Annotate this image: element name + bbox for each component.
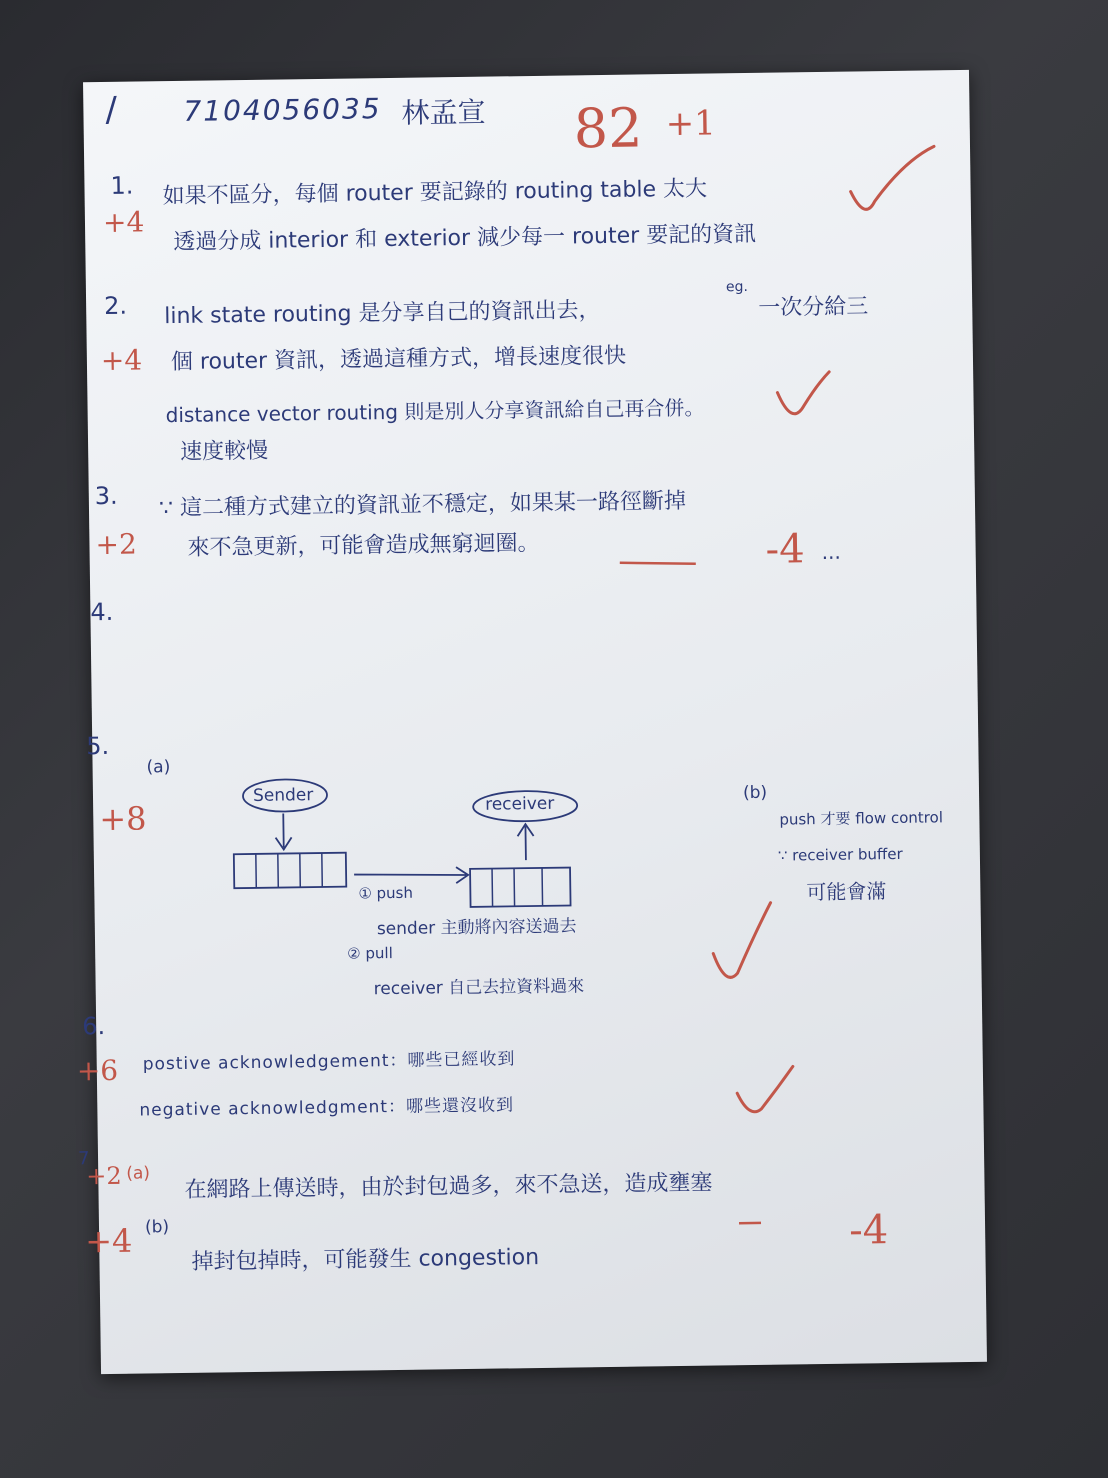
receiver-buffer-cells [492, 868, 543, 907]
q7-line2: 掉封包掉時，可能發生 congestion [191, 1244, 540, 1275]
q6-checkmark [737, 1066, 794, 1112]
push-arrow [354, 867, 468, 885]
q7-line1: 在網路上傳送時，由於封包過多，來不急送，造成壅塞 [184, 1170, 713, 1203]
sender-buffer-cells [256, 853, 322, 888]
q7-part-a: (a) [126, 1163, 151, 1184]
q3-dots: ... [821, 539, 841, 564]
bonus-score: +1 [665, 103, 717, 145]
q5-score: +8 [99, 799, 147, 839]
sender-buffer [234, 853, 346, 889]
push-desc: sender 主動將內容送過去 [376, 916, 577, 940]
q3-number: 3. [94, 481, 118, 511]
receiver-arrow [517, 824, 534, 860]
q2-line4: 速度較慢 [180, 438, 269, 465]
sender-arrow [275, 813, 292, 849]
pull-desc: receiver 自己去拉資料過來 [373, 976, 585, 1000]
q6-line1: postive acknowledgement：哪些已經收到 [142, 1049, 516, 1075]
student-id: 7104056035 [183, 92, 382, 128]
q1-number: 1. [110, 171, 134, 200]
q3-line2: 來不急更新，可能會造成無窮迴圈。 [187, 530, 540, 561]
q1-line1: 如果不區分，每個 router 要記錄的 routing table 太大 [162, 176, 708, 210]
q7-part-b: (b) [144, 1217, 170, 1238]
q5-part-a: (a) [146, 757, 171, 778]
ink-drawings [83, 70, 987, 1374]
q2-line1: link state routing 是分享自己的資訊出去， [164, 298, 601, 330]
receiver-label: receiver [485, 793, 555, 815]
q7-deduction: -4 [848, 1207, 889, 1254]
sender-label: Sender [252, 785, 314, 806]
q5-b-line2: ∵ receiver buffer [777, 844, 903, 865]
sender-ellipse [243, 779, 327, 812]
q3-line1: ∵ 這二種方式建立的資訊並不穩定，如果某一路徑斷掉 [158, 488, 687, 522]
q3-deduction: -4 [765, 526, 805, 573]
q2-eg: eg. [725, 278, 749, 296]
q7-score-a: +2 [86, 1161, 122, 1191]
total-score: 82 [573, 96, 643, 161]
q7-number: 7 [77, 1148, 90, 1170]
push-label: ① push [358, 883, 414, 903]
q1-line2: 透過分成 interior 和 exterior 減少每一 router 要記的資訊 [173, 221, 757, 256]
q5-b-line1: push 才要 flow control [779, 808, 944, 829]
q3-underline [620, 562, 696, 565]
q7-score-b: +4 [84, 1221, 133, 1261]
pull-label: ② pull [347, 944, 393, 963]
q1-checkmark [850, 146, 935, 209]
corner-mark: / [105, 89, 118, 130]
q6-score: +6 [76, 1053, 119, 1088]
q2-line1b: 一次分給三 [758, 294, 869, 321]
receiver-ellipse [473, 790, 577, 821]
q4-number: 4. [90, 597, 114, 627]
student-name: 林孟宣 [401, 95, 486, 130]
q2-line3: distance vector routing 則是別人分享資訊給自己再合併。 [165, 395, 705, 428]
exam-paper [76, 70, 987, 1374]
q5-b-line3: 可能會滿 [806, 879, 887, 905]
q6-line2: negative acknowledgment：哪些還沒收到 [139, 1095, 515, 1121]
q2-number: 2. [103, 291, 128, 320]
q6-number: 6. [82, 1012, 106, 1041]
receiver-buffer [470, 868, 571, 907]
q2-score: +4 [100, 343, 143, 378]
q2-checkmark [777, 372, 830, 414]
q2-line2: 個 router 資訊，透過這種方式，增長速度很快 [170, 343, 627, 376]
q5-checkmark [713, 903, 772, 978]
q5-number: 5. [86, 731, 110, 761]
q3-score: +2 [95, 527, 137, 562]
q1-score: +4 [102, 205, 145, 239]
q5-part-b: (b) [742, 782, 768, 804]
